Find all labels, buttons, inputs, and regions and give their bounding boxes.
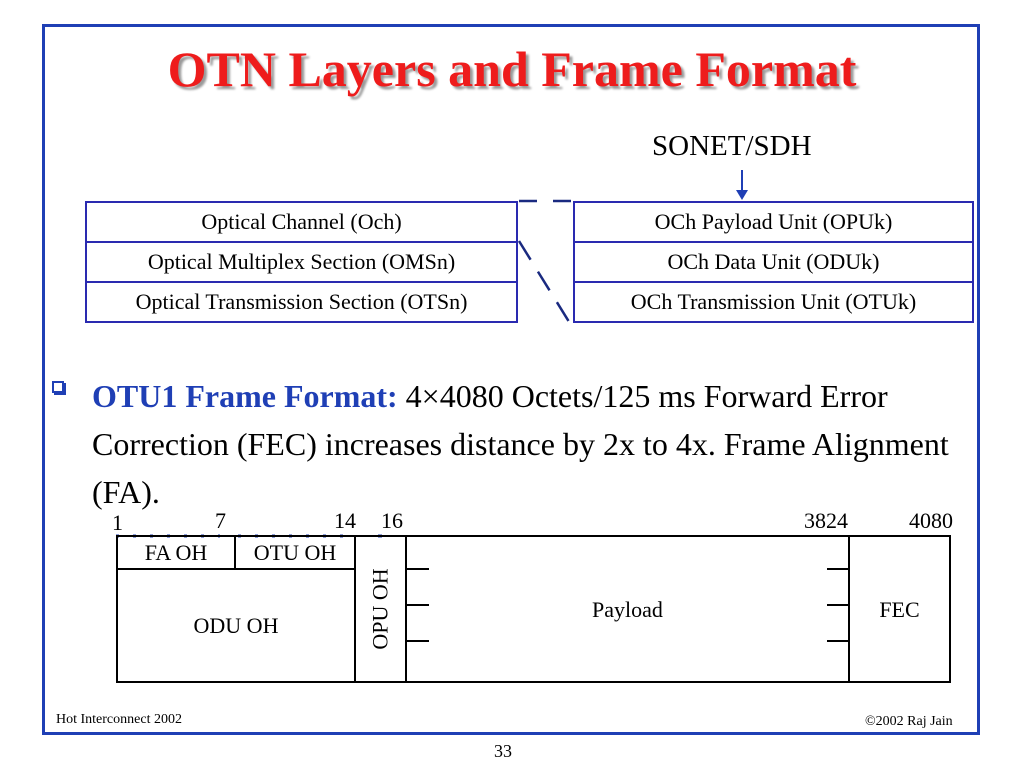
odu-oh-cell xyxy=(116,568,356,683)
col-num-3824: 3824 xyxy=(804,508,848,533)
fa-oh-cell xyxy=(116,535,236,570)
bullet-square-icon xyxy=(52,381,64,393)
payload-label: Payload xyxy=(592,597,663,622)
unit-opuk: OCh Payload Unit (OPUk) xyxy=(574,202,973,242)
col-num-7: 7 xyxy=(215,508,226,533)
footer-left-text: Hot Interconnect 2002 xyxy=(56,712,182,727)
otn-layers-table xyxy=(85,201,518,323)
slide-title: OTN Layers and Frame Format xyxy=(167,41,857,97)
col-num-16: 16 xyxy=(381,508,403,533)
opu-oh-label: OPU OH xyxy=(367,568,393,650)
otn-units-table xyxy=(573,201,974,323)
otu-oh-label: OTU OH xyxy=(253,539,337,565)
odu-oh-label: ODU OH xyxy=(193,612,279,638)
unit-otuk: OCh Transmission Unit (OTUk) xyxy=(574,282,973,322)
col-num-14: 14 xyxy=(334,508,356,533)
page-number: 33 xyxy=(494,741,512,761)
otu-oh-cell xyxy=(234,535,356,570)
footer-copyright: ©2002 Raj Jain xyxy=(865,714,953,729)
sonet-arrow-icon xyxy=(730,170,754,202)
layer-connector-dashes xyxy=(515,195,577,330)
fa-oh-label: FA OH xyxy=(144,539,208,565)
opu-oh-cell xyxy=(354,535,407,683)
payload-tick-marks xyxy=(405,535,851,683)
unit-oduk: OCh Data Unit (ODUk) xyxy=(574,242,973,282)
fec-label: FEC xyxy=(879,597,920,622)
bullet-heading: OTU1 Frame Format: xyxy=(92,378,398,414)
sonet-sdh-label: SONET/SDH xyxy=(652,130,812,162)
bullet-body: 4×4080 Octets/125 ms Forward Error Correction (FEC) increases distance by 2x to 4x. Frame Alignment (FA). xyxy=(92,378,949,510)
layer-och: Optical Channel (Och) xyxy=(86,202,517,242)
fec-cell xyxy=(848,535,951,683)
layer-otsn: Optical Transmission Section (OTSn) xyxy=(86,282,517,322)
col-num-4080: 4080 xyxy=(909,508,953,533)
bullet-paragraph xyxy=(92,372,972,516)
layer-omsn: Optical Multiplex Section (OMSn) xyxy=(86,242,517,282)
col-num-1: 1 xyxy=(112,510,123,535)
